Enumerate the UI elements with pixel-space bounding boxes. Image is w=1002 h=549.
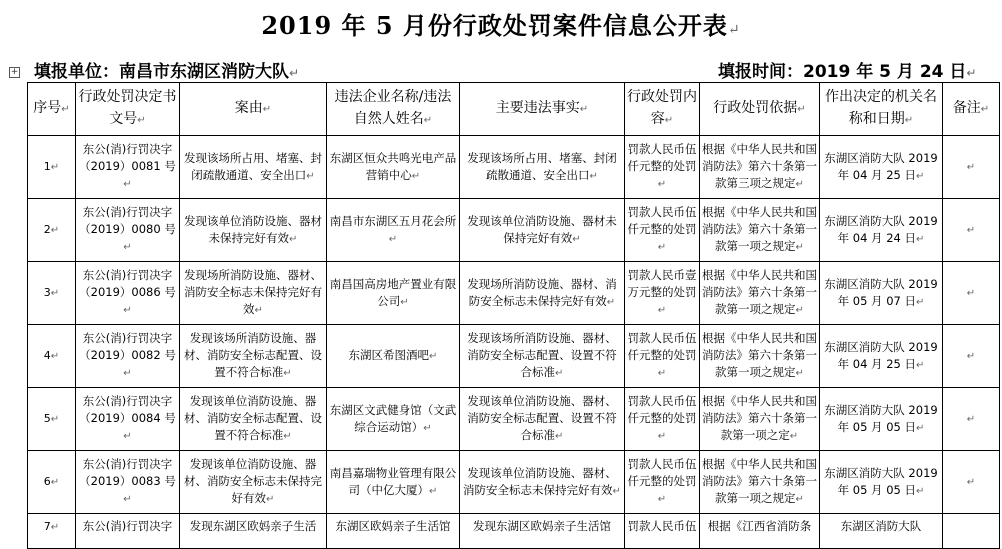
authority-date: 东湖区消防大队 2019 年 05 月 07 日↵	[820, 262, 943, 325]
violator-name: 南昌市东湖区五月花会所↵	[327, 199, 460, 262]
case-reason: 发现场所消防设施、器材、消防安全标志未保持完好有效↵	[180, 262, 327, 325]
case-reason: 发现该单位消防设施、器材、消防安全标志未保持完好有效↵	[180, 451, 327, 514]
violator-name: 东湖区恒众共鸣光电产品营销中心↵	[327, 136, 460, 199]
penalty-content: 罚款人民币壹万元整的处罚↵	[625, 262, 700, 325]
authority-date: 东湖区消防大队 2019 年 05 月 05 日↵	[820, 388, 943, 451]
header-cell: 行政处罚依据↵	[700, 83, 820, 136]
penalty-basis: 根据《中华人民共和国消防法》第六十条第一款第一项之规定↵	[700, 199, 820, 262]
decision-number: 东公(消)行罚决字（2019）0081 号↵	[76, 136, 180, 199]
row-number: 3↵	[28, 262, 76, 325]
case-reason: 发现该场所消防设施、器材、消防安全标志配置、设置不符合标准↵	[180, 325, 327, 388]
case-reason: 发现该单位消防设施、器材、消防安全标志配置、设置不符合标准↵	[180, 388, 327, 451]
violator-name: 东湖区文武健身馆（文武综合运动馆）↵	[327, 388, 460, 451]
authority-date: 东湖区消防大队 2019 年 04 月 25 日↵	[820, 136, 943, 199]
penalty-basis: 根据《中华人民共和国消防法》第六十条第一款第一项之定↵	[700, 388, 820, 451]
penalty-content: 罚款人民币伍	[625, 514, 700, 549]
remarks: ↵	[943, 136, 1000, 199]
row-number: 7↵	[28, 514, 76, 549]
decision-number: 东公(消)行罚决字（2019）0084 号↵	[76, 388, 180, 451]
penalty-content: 罚款人民币伍仟元整的处罚↵	[625, 388, 700, 451]
penalty-content: 罚款人民币伍仟元整的处罚↵	[625, 199, 700, 262]
violation-fact: 发现该单位消防设施、器材、消防安全标志未保持完好有效↵	[460, 451, 625, 514]
violation-fact: 发现场所消防设施、器材、消防安全标志未保持完好有效↵	[460, 262, 625, 325]
table-row	[28, 325, 1000, 388]
penalty-basis: 根据《中华人民共和国消防法》第六十条第一款第一项之规定↵	[700, 451, 820, 514]
authority-date: 东湖区消防大队	[820, 514, 943, 549]
decision-number: 东公(消)行罚决字	[76, 514, 180, 549]
header-cell: 案由↵	[180, 83, 327, 136]
decision-number: 东公(消)行罚决字（2019）0080 号↵	[76, 199, 180, 262]
header-cell: 备注↵	[943, 83, 1000, 136]
row-number: 6↵	[28, 451, 76, 514]
table-row	[28, 262, 1000, 325]
authority-date: 东湖区消防大队 2019 年 04 月 25 日↵	[820, 325, 943, 388]
violator-name: 南昌国高房地产置业有限公司↵	[327, 262, 460, 325]
header-cell: 违法企业名称/违法自然人姓名↵	[327, 83, 460, 136]
table-move-handle-icon[interactable]: +	[10, 67, 19, 77]
case-reason: 发现东湖区欧妈亲子生活	[180, 514, 327, 549]
reporting-unit: 填报单位：南昌市东湖区消防大队↵	[34, 62, 300, 82]
decision-number: 东公(消)行罚决字（2019）0086 号↵	[76, 262, 180, 325]
reporting-time: 填报时间：2019 年 5 月 24 日↵	[718, 62, 977, 82]
penalty-content: 罚款人民币伍仟元整的处罚↵	[625, 136, 700, 199]
table-row	[28, 451, 1000, 514]
table-header-row	[28, 83, 1000, 136]
authority-date: 东湖区消防大队 2019 年 04 月 24 日↵	[820, 199, 943, 262]
table-row	[28, 199, 1000, 262]
remarks: ↵	[943, 451, 1000, 514]
remarks	[943, 514, 1000, 549]
penalty-basis: 根据《中华人民共和国消防法》第六十条第一款第一项之规定↵	[700, 325, 820, 388]
violation-fact: 发现东湖区欧妈亲子生活馆	[460, 514, 625, 549]
header-cell: 主要违法事实↵	[460, 83, 625, 136]
page-title: 2019 年 5 月份行政处罚案件信息公开表↵	[261, 11, 741, 40]
violator-name: 南昌嘉瑞物业管理有限公司（中亿大厦）↵	[327, 451, 460, 514]
violation-fact: 发现该场所消防设施、器材、消防安全标志配置、设置不符合标准↵	[460, 325, 625, 388]
authority-date: 东湖区消防大队 2019 年 05 月 05 日↵	[820, 451, 943, 514]
remarks: ↵	[943, 325, 1000, 388]
violation-fact: 发现该单位消防设施、器材、消防安全标志配置、设置不符合标准↵	[460, 388, 625, 451]
header-cell: 行政处罚内容↵	[625, 83, 700, 136]
penalty-basis: 根据《中华人民共和国消防法》第六十条第一款第三项之规定↵	[700, 136, 820, 199]
violation-fact: 发现该单位消防设施、器材未保持完好有效↵	[460, 199, 625, 262]
violation-fact: 发现该场所占用、堵塞、封闭疏散通道、安全出口↵	[460, 136, 625, 199]
row-number: 5↵	[28, 388, 76, 451]
header-cell: 序号↵	[28, 83, 76, 136]
remarks: ↵	[943, 262, 1000, 325]
table-row	[28, 514, 1000, 549]
row-number: 2↵	[28, 199, 76, 262]
violator-name: 东湖区欧妈亲子生活馆	[327, 514, 460, 549]
remarks: ↵	[943, 199, 1000, 262]
penalty-content: 罚款人民币伍仟元整的处罚↵	[625, 451, 700, 514]
violator-name: 东湖区希图酒吧↵	[327, 325, 460, 388]
penalty-content: 罚款人民币伍仟元整的处罚↵	[625, 325, 700, 388]
header-cell: 行政处罚决定书文号↵	[76, 83, 180, 136]
case-reason: 发现该单位消防设施、器材未保持完好有效↵	[180, 199, 327, 262]
penalty-table	[27, 82, 1000, 549]
header-cell: 作出决定的机关名称和日期↵	[820, 83, 943, 136]
decision-number: 东公(消)行罚决字（2019）0082 号↵	[76, 325, 180, 388]
table-row	[28, 388, 1000, 451]
decision-number: 东公(消)行罚决字（2019）0083 号↵	[76, 451, 180, 514]
penalty-basis: 根据《中华人民共和国消防法》第六十条第一款第一项之规定↵	[700, 262, 820, 325]
penalty-basis: 根据《江西省消防条	[700, 514, 820, 549]
row-number: 4↵	[28, 325, 76, 388]
row-number: 1↵	[28, 136, 76, 199]
table-row	[28, 136, 1000, 199]
remarks: ↵	[943, 388, 1000, 451]
case-reason: 发现该场所占用、堵塞、封闭疏散通道、安全出口↵	[180, 136, 327, 199]
